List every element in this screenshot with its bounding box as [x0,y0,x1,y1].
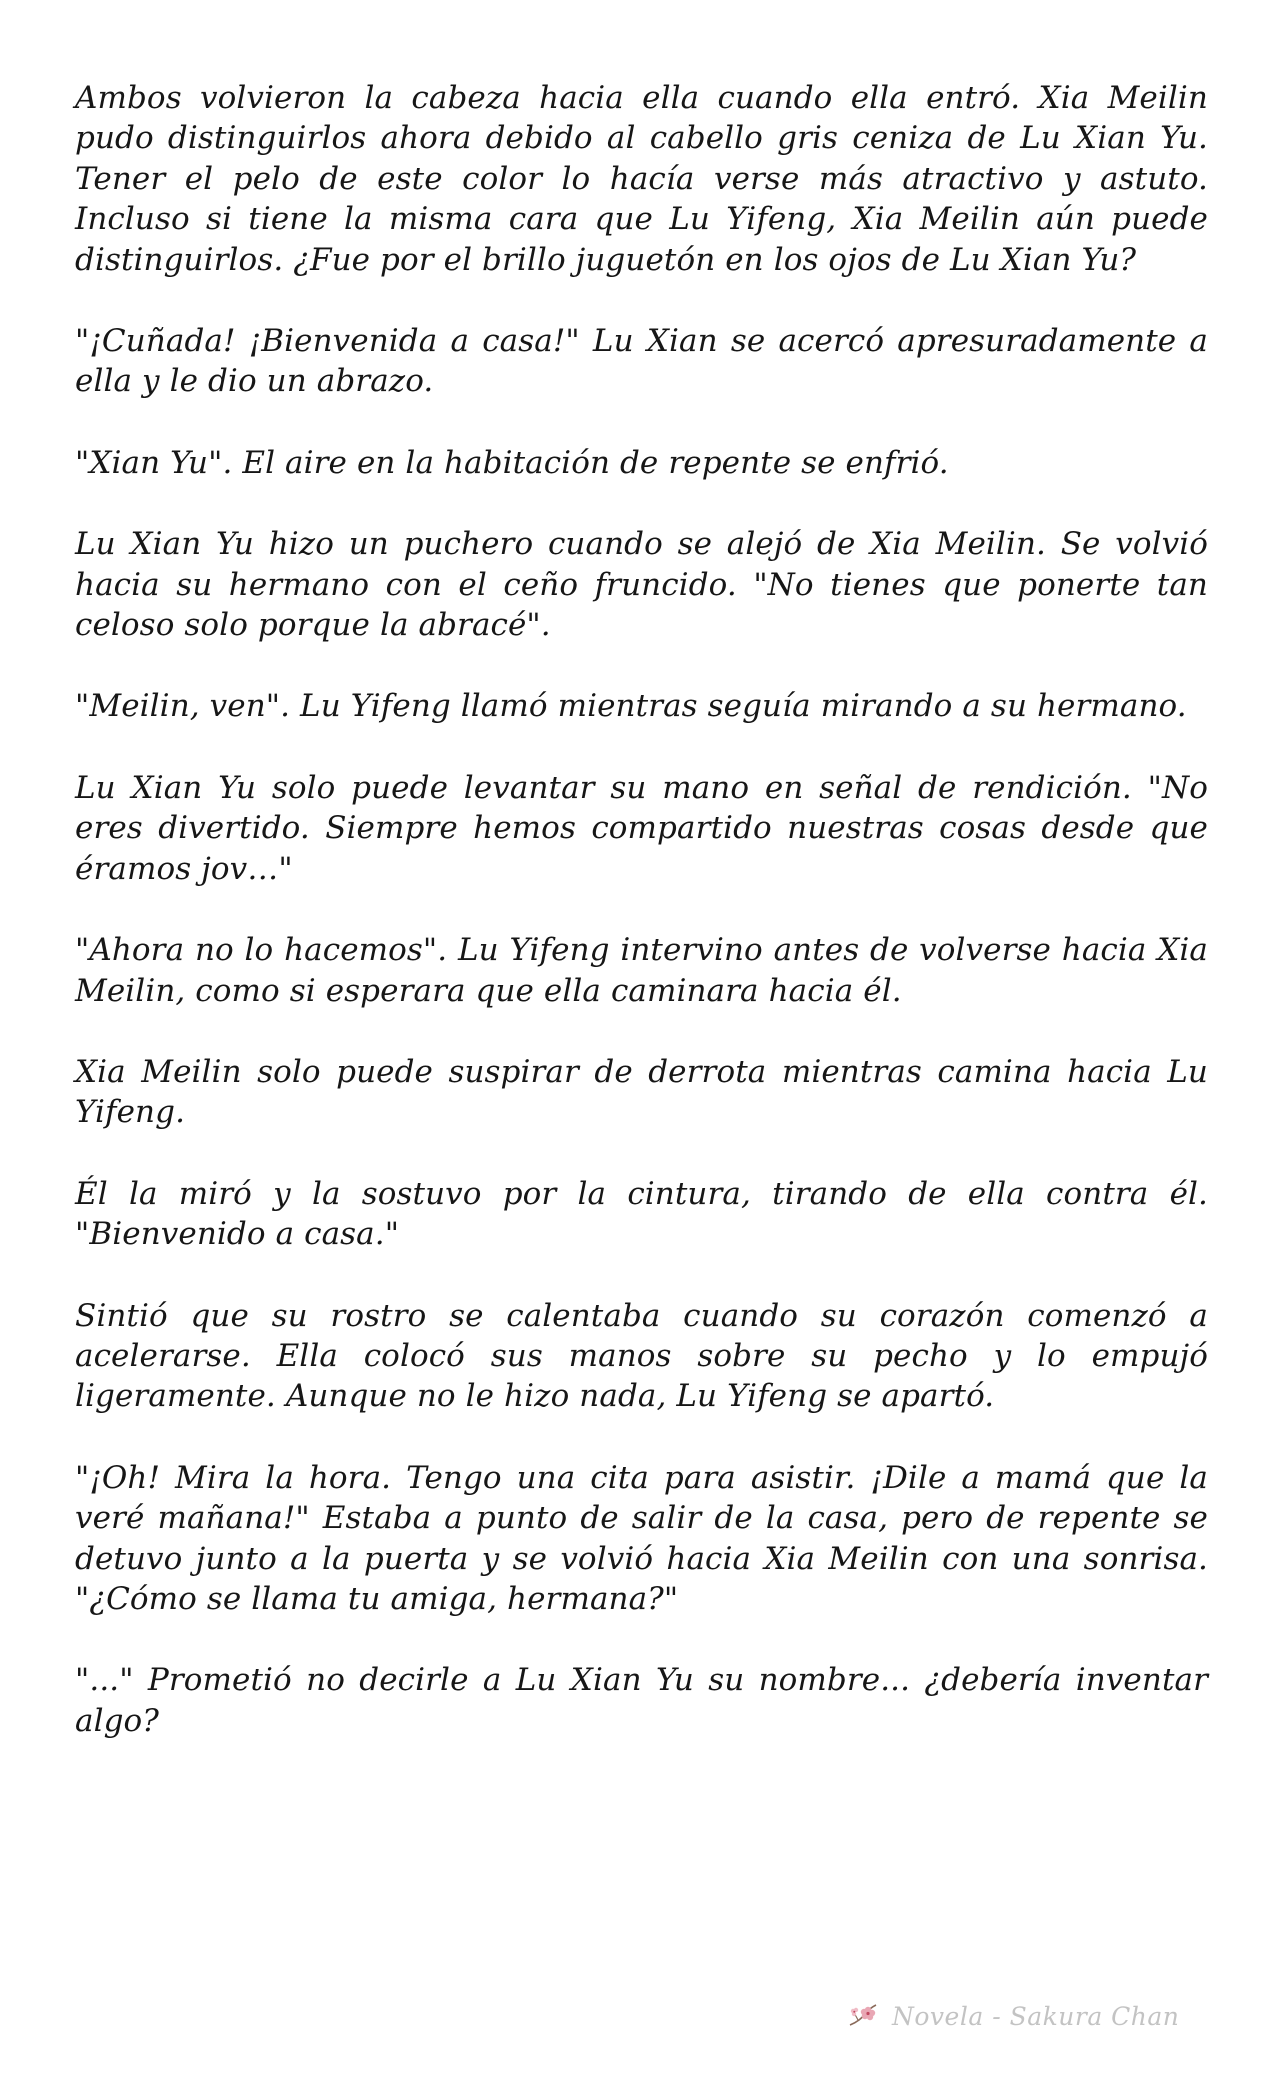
paragraph: Él la miró y la sostuvo por la cintura, tirando de ella contra él. "Bienvenido a casa." [75,1175,1208,1253]
watermark [846,1998,1179,2034]
paragraph: Ambos volvieron la cabeza hacia ella cuando ella entró. Xia Meilin pudo distinguirlos ahora debido al cabello gris ceniza de Lu Xian Yu. Tener el pelo de este color lo hacía verse más atractivo y astuto. Incluso si tiene la misma cara que Lu Yifeng, Xia Meilin aún puede distinguirlos. ¿Fue por el brillo juguetón en los ojos de Lu Xian Yu? [75,80,1208,278]
paragraph: "Ahora no lo hacemos". Lu Yifeng intervino antes de volverse hacia Xia Meilin, como si esperara que ella caminara hacia él. [75,932,1208,1009]
paragraph: "Xian Yu". El aire en la habitación de repente se enfrió. [75,444,949,481]
paragraph: Xia Meilin solo puede suspirar de derrota mientras camina hacia Lu Yifeng. [75,1053,1208,1131]
sakura-flower-icon [846,2001,880,2031]
paragraph: "..." Prometió no decirle a Lu Xian Yu su nombre... ¿debería inventar algo? [75,1662,1208,1739]
paragraph: Lu Xian Yu solo puede levantar su mano en señal de rendición. "No eres divertido. Siempre hemos compartido nuestras cosas desde que éramos jov…" [75,769,1208,887]
chapter-text [75,78,1208,1782]
paragraph: "¡Cuñada! ¡Bienvenida a casa!" Lu Xian se acercó apresuradamente a ella y le dio un abrazo. [75,323,1208,400]
paragraph: Sintió que su rostro se calentaba cuando su corazón comenzó a acelerarse. Ella colocó sus manos sobre su pecho y lo empujó ligeramente. Aunque no le hizo nada, Lu Yifeng se apartó. [75,1297,1208,1415]
paragraph: "Meilin, ven". Lu Yifeng llamó mientras seguía mirando a su hermano. [75,688,1187,725]
paragraph: "¡Oh! Mira la hora. Tengo una cita para asistir. ¡Dile a mamá que la veré mañana!" Estaba a punto de salir de la casa, pero de repente se detuvo junto a la puerta y se volvió hacia Xia Meilin con una sonrisa. "¿Cómo se llama tu amiga, hermana?" [75,1459,1208,1617]
paragraph: Lu Xian Yu hizo un puchero cuando se alejó de Xia Meilin. Se volvió hacia su hermano con el ceño fruncido. "No tienes que ponerte tan celoso solo porque la abracé". [75,526,1208,644]
watermark-text: Novela - Sakura Chan [892,2001,1180,2031]
